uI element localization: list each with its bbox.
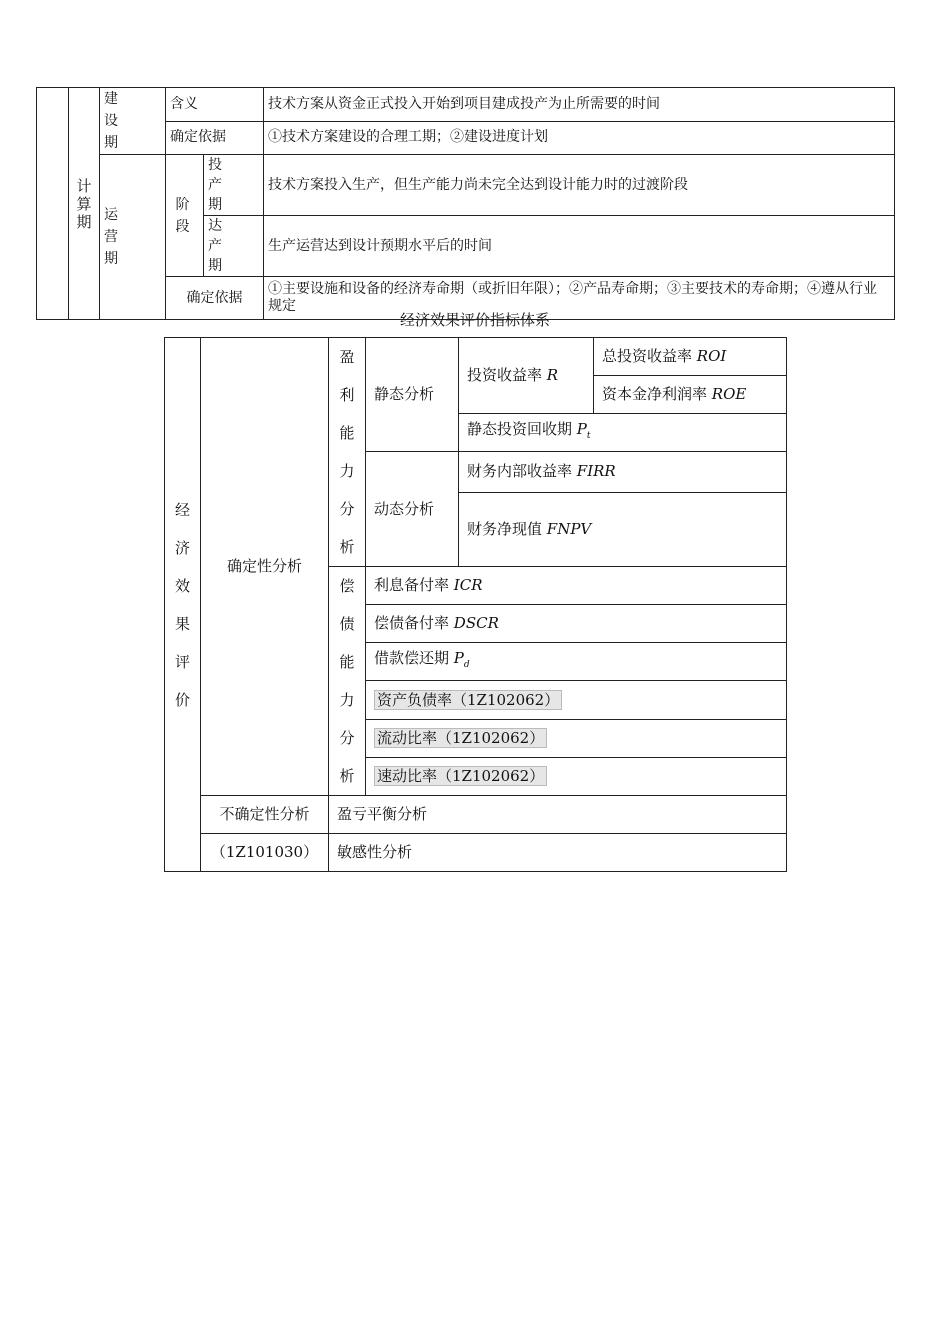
full-production-desc: 生产运营达到设计预期水平后的时间 [264, 216, 895, 277]
calc-period-label: 计算期 [69, 88, 100, 320]
operation-basis-label: 确定依据 [166, 277, 264, 320]
debt-ratio [366, 681, 787, 719]
static-payback: 静态投资回收期 $P_t$ [459, 414, 787, 452]
fnpv: 财务净现值 FNPV [459, 492, 787, 567]
construction-period-label: 建设期 [100, 88, 166, 155]
roi-total: 总投资收益率 ROI [594, 338, 787, 376]
operation-period-label: 运营期 [100, 155, 166, 320]
uncertainty-code: （1Z101030） [201, 834, 329, 872]
construction-basis: ①技术方案建设的合理工期；②建设进度计划 [264, 121, 895, 155]
loan-payback: 借款偿还期 $P_d$ [366, 643, 787, 681]
calc-period-table [36, 87, 895, 320]
debt-ratio-text: 资产负债率（1Z102062） [374, 690, 562, 710]
current-ratio [366, 719, 787, 757]
quick-ratio [366, 757, 787, 795]
dscr: 偿债备付率 DSCR [366, 605, 787, 643]
meaning-label: 含义 [166, 88, 264, 122]
full-production-label: 达产期 [204, 216, 264, 277]
root-label: 经济效果评价 [165, 338, 201, 872]
breakeven: 盈亏平衡分析 [329, 796, 787, 834]
production-start-desc: 技术方案投入生产，但生产能力尚未完全达到设计能力时的过渡阶段 [264, 155, 895, 216]
dynamic-analysis-label: 动态分析 [366, 452, 459, 567]
construction-basis-label: 确定依据 [166, 121, 264, 155]
sensitivity: 敏感性分析 [329, 834, 787, 872]
profitability-label: 盈利能力分析 [329, 338, 366, 567]
construction-meaning: 技术方案从资金正式投入开始到项目建成投产为止所需要的时间 [264, 88, 895, 122]
operation-basis: ①主要设施和设备的经济寿命期（或折旧年限）；②产品寿命期；③主要技术的寿命期；④遵从行业规定 [264, 277, 895, 320]
roi-group: 投资收益率 R [459, 338, 594, 414]
quick-ratio-text: 速动比率（1Z102062） [374, 766, 547, 786]
firr: 财务内部收益率 FIRR [459, 452, 787, 493]
uncertainty-label: 不确定性分析 [201, 796, 329, 834]
production-start-label: 投产期 [204, 155, 264, 216]
blank-cell [37, 88, 69, 320]
static-analysis-label: 静态分析 [366, 338, 459, 452]
evaluation-index-table [164, 337, 787, 872]
table-caption: 经济效果评价指标体系 [399, 311, 550, 329]
roe: 资本金净利润率 ROE [594, 376, 787, 414]
deterministic-label: 确定性分析 [201, 338, 329, 796]
solvency-label: 偿债能力分析 [329, 567, 366, 796]
icr: 利息备付率 ICR [366, 567, 787, 605]
stage-label: 阶段 [166, 155, 204, 277]
current-ratio-text: 流动比率（1Z102062） [374, 728, 547, 748]
